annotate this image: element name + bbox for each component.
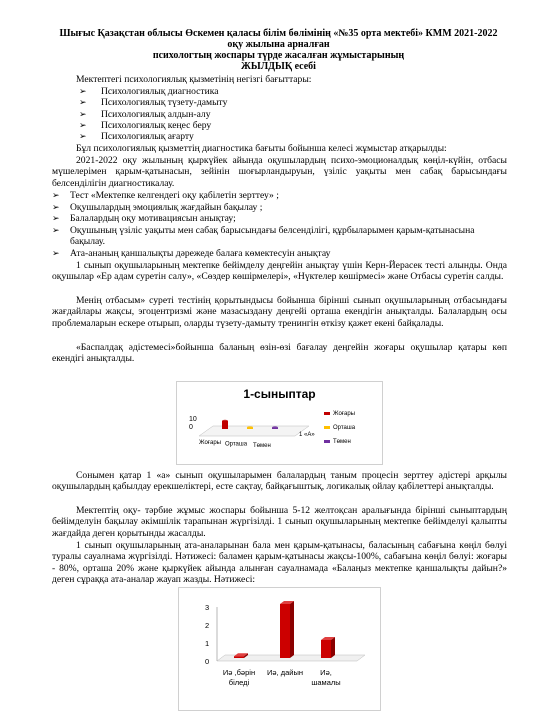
parents-paragraph: 1 сынып оқушыларының ата-аналарынан бала мен қарым-қатынасы, баласының сабағына көңіл бөлуі туралы сауалнама жүргізілді. Нәтижесі: баламен қарым-қатынасы жақсы-100%, сабағына көңіл бөлуі: жоғары - 80%, орташа 20% және қыркүйек айында алынған сауалнамада «Балаңыз мектепке қаншалықты дайын?» деген сұраққа ата-аналар жауап жазды. Нәтижесі:: [52, 540, 507, 586]
x-tick-label: Иә ,бәрін: [222, 668, 256, 677]
legend-entry-medium: Орташа: [324, 424, 355, 438]
y-tick-label: 2: [205, 621, 210, 630]
y-tick-label: 3: [205, 603, 210, 612]
september-paragraph: 2021-2022 оқу жылының қыркүйек айында оқушылардың психо-эмоционалдық көңіл-күйін, отбасы мүшелерімен қарым-қатынасын, зейінін шоғырландыруын, үзіліс уақыты мен сабақ барысындағы белсенділігін диагностикалау.: [52, 155, 507, 189]
chart-parent-survey-plot: [179, 588, 380, 710]
direction-item: ➢ Психологиялық түзету-дамыту: [79, 97, 228, 108]
arrow-bullet-icon: ➢: [52, 202, 60, 212]
legend-swatch: [324, 440, 330, 443]
task-item: ➢ Балалардың оқу мотивациясын анықтау;: [52, 213, 236, 224]
task-item: ➢ Тест «Мектепке келгендегі оқу қабілетін зерттеу» ;: [52, 190, 279, 201]
legend-entry-low: Төмен: [324, 438, 355, 452]
legend-swatch: [324, 412, 330, 415]
bar-top-1: [222, 420, 228, 422]
chart-first-grade: [176, 381, 383, 465]
direction-item: ➢ Психологиялық ағарту: [79, 131, 194, 142]
arrow-bullet-icon: ➢: [79, 86, 87, 96]
header-line-3: психологтың жоспары түрде жасалған жұмыстарының: [152, 50, 405, 61]
y-tick-label: 0: [205, 657, 210, 666]
x-tick-label: Иә, дайын: [267, 668, 303, 677]
chart-title: 1-сыныптар: [243, 387, 316, 401]
task-item: ➢ Ата-ананың қаншалықты дәрежеде балаға көмектесуін анықтау: [52, 248, 331, 259]
kern-paragraph: 1 сынып оқушыларының мектепке бейімделу деңгейін анықтау үшін Керн-Йерасек тесті алынды. Онда оқушылар «Ер адам суретін салу», «Сөздер көшірмелері», «Нүктелер көшірмесі» және Отбасы суретін салды.: [52, 260, 507, 283]
intro-paragraph: Мектептегі психологиялық қызметінің негізгі бағыттары:: [76, 74, 312, 85]
y-tick-label: 1: [205, 639, 210, 648]
bar-top-3: [272, 426, 278, 428]
work-paragraph: Бұл психологиялық қызметтің диагностика бағыты бойынша келесі жұмыстар атқарылды:: [76, 143, 447, 154]
x-tick-label: біледі: [228, 678, 250, 687]
legend-entry-high: Жоғары: [324, 410, 355, 424]
x-tick-label: Жоғары: [199, 440, 221, 446]
arrow-bullet-icon: ➢: [52, 225, 60, 235]
chart-legend: [324, 410, 355, 452]
bar-top-2: [247, 426, 253, 428]
bar-3: [321, 640, 331, 658]
direction-item: ➢ Психологиялық кеңес беру: [79, 120, 212, 131]
y-tick-label: 10: [189, 416, 197, 423]
arrow-bullet-icon: ➢: [79, 131, 87, 141]
arrow-bullet-icon: ➢: [79, 109, 87, 119]
x-tick-label: Орташа: [225, 441, 248, 448]
direction-item: ➢ Психологиялық диагностика: [79, 86, 219, 97]
plan-paragraph: Мектептің оқу- тәрбие жұмыс жоспары бойынша 5-12 желтоқсан аралығында бірінші сыныптардың бейімделуін бақылау әкімшілік тарапынан жүргізілді. 1 сынып оқушыларының мектепке бейімделуі қалыпты жағдайда деген қорытынды жасалды.: [52, 505, 507, 539]
arrow-bullet-icon: ➢: [79, 97, 87, 107]
bar-1: [222, 421, 228, 429]
header-line-2: оқу жылына арналған: [227, 39, 330, 50]
arrow-bullet-icon: ➢: [52, 190, 60, 200]
arrow-bullet-icon: ➢: [52, 248, 60, 258]
direction-item: ➢ Психологиялық алдын-алу: [79, 109, 211, 120]
arrow-bullet-icon: ➢: [52, 213, 60, 223]
header-line-4: ЖЫЛДЫҚ есебі: [241, 61, 316, 72]
also-paragraph: Сонымен қатар 1 «а» сынып оқушыларымен балалардың таным процесін зерттеу әдістері арқылы оқушылардың қабылдау ерекшеліктері, есте сақтау, байқағыштық, логикалық ойлау қабілеттері анықталды.: [52, 470, 507, 493]
header-line-1: Шығыс Қазақстан облысы Өскемен қаласы білім бөлімінің «№35 орта мектебі» КММ 2021-2022: [59, 28, 498, 39]
task-item: ➢ Оқушылардың эмоциялық жағдайын бақылау ;: [52, 202, 263, 213]
bar-2: [280, 604, 290, 658]
ladder-paragraph: «Баспалдақ әдістемесі»бойынша баланың өзін-өзі бағалау деңгейін жоғары оқушылар қатары көп екендігі анықталды.: [52, 342, 507, 365]
family-test-paragraph: Менің отбасым» суреті тестінің қорытындысы бойынша бірінші сынып оқушыларының отбасындағы жағдайлары жақсы, эгоцентризмі және мазасыздану деңгейі орташа екендігін анықталды. Балалардың осы проблемаларын ескере отырып, оларды түзету-дамыту тренингін өткізу қажет екені байқалады.: [52, 295, 507, 329]
x-tick-label: Иә,: [320, 668, 332, 677]
bar-side-3: [331, 637, 335, 658]
legend-swatch: [324, 426, 330, 429]
bar-1: [234, 656, 244, 658]
bar-side-2: [290, 601, 294, 658]
chart-floor: [199, 426, 309, 436]
chart-parent-survey: [178, 587, 381, 711]
category-label: 1 «А»: [299, 432, 315, 438]
x-tick-label: Төмен: [253, 443, 271, 449]
task-item: ➢ Оқушының үзіліс уақыты мен сабақ барысындағы белсенділігі, құрбыларымен қарым-қатынасына бақылау.: [52, 225, 475, 248]
y-tick-label: 0: [189, 424, 193, 431]
arrow-bullet-icon: ➢: [79, 120, 87, 130]
x-tick-label: шамалы: [311, 678, 341, 687]
